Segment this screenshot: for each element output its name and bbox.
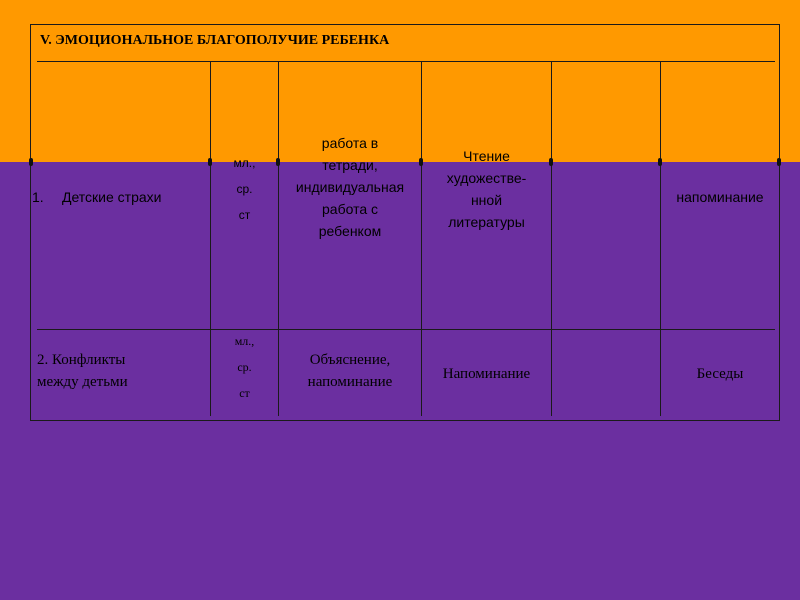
work-line: напоминание	[307, 374, 393, 390]
table-border-top	[30, 24, 780, 25]
work-line: тетради,	[322, 157, 378, 173]
work-line: работа с	[322, 201, 378, 217]
group-senior: ст	[238, 208, 251, 222]
group-young: мл.,	[233, 156, 256, 170]
group-senior: ст	[239, 386, 250, 400]
work-line: ребенком	[318, 223, 382, 239]
row-work-methods	[279, 349, 421, 393]
table-border-bottom	[30, 420, 780, 421]
reading-line: нной	[470, 192, 503, 208]
row-reading	[422, 145, 551, 233]
row-last: напоминание	[676, 189, 764, 205]
boundary-marker	[658, 158, 662, 166]
row-groups	[211, 150, 278, 228]
topic-line: между детьми	[37, 374, 128, 390]
row-work-methods	[279, 132, 421, 242]
table-border-right	[779, 24, 780, 421]
group-middle: ср.	[237, 360, 252, 374]
column-divider	[551, 62, 552, 416]
work-line: Объяснение,	[309, 352, 391, 368]
work-line: работа в	[321, 135, 379, 151]
row-last: Беседы	[696, 366, 744, 382]
row-divider	[37, 329, 775, 330]
row-number: 1.	[32, 189, 44, 205]
table-title: V. ЭМОЦИОНАЛЬНОЕ БЛАГОПОЛУЧИЕ РЕБЕНКА	[40, 33, 390, 48]
boundary-marker	[777, 158, 781, 166]
boundary-marker	[29, 158, 33, 166]
row-groups	[211, 328, 278, 406]
title-divider	[37, 61, 775, 62]
reading-line: литературы	[448, 214, 525, 230]
topic-line: 2. Конфликты	[37, 352, 126, 368]
reading-line: Чтение	[463, 148, 510, 164]
row-topic: Детские страхи	[62, 189, 162, 205]
group-young: мл.,	[234, 334, 255, 348]
group-middle: ср.	[236, 182, 253, 196]
work-line: индивидуальная	[295, 179, 405, 195]
row-topic	[37, 349, 209, 393]
table-border-left	[30, 24, 31, 421]
row-reading: Напоминание	[442, 366, 531, 382]
reading-line: художестве-	[446, 170, 527, 186]
